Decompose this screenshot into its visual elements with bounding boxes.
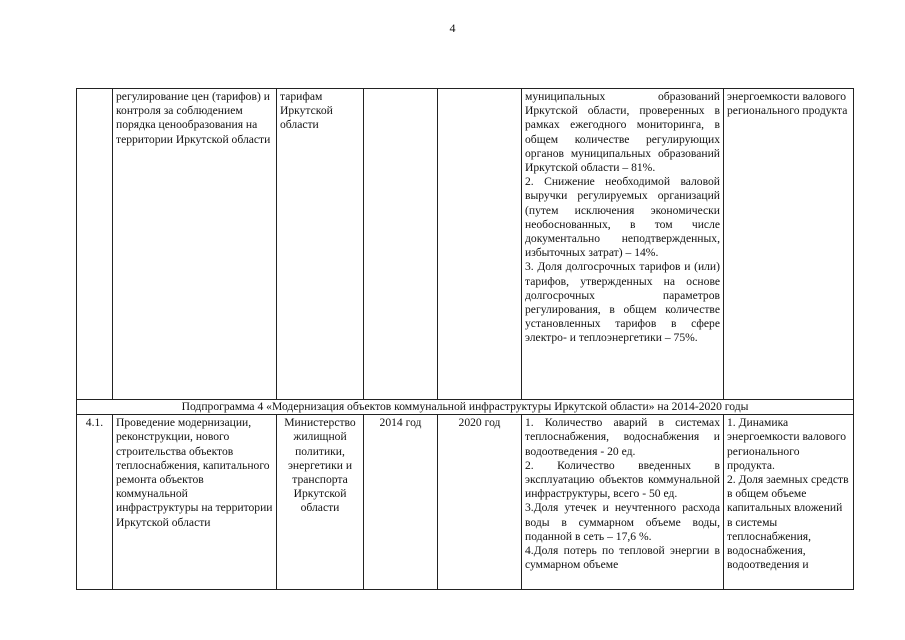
- indicator-paragraph: 1. Динамика энергоемкости валового регионального продукта.: [727, 416, 847, 472]
- result-paragraph: 3. Доля долгосрочных тарифов и (или) тарифов, утвержденных на основе долгосрочных параметров регулирования, в общем количестве установленных тарифов в сфере электро- и теплоэнергетики – 75%.: [525, 260, 720, 345]
- result-paragraph: 2. Количество введенных в эксплуатацию объектов коммунальной инфраструктуры, всего - 50 ед.: [525, 458, 720, 501]
- cell-start: 2014 год: [364, 415, 438, 590]
- cell-num: [77, 89, 113, 400]
- cell-end: [438, 89, 522, 400]
- result-paragraph: 2. Снижение необходимой валовой выручки регулируемых организаций (путем исключения экономически необоснованных, в том числе документально неподтвержденных, избыточных затрат) – 14%.: [525, 175, 720, 260]
- result-paragraph: муниципальных образований Иркутской области, проверенных в рамках ежегодного мониторинга, в общем количестве регулирующих органов муниципальных образований Иркутской области – 81%.: [525, 90, 720, 175]
- result-paragraph: 3.Доля утечек и неучтенного расхода воды в суммарном объеме воды, поданной в сеть – 17,6 %.: [525, 501, 720, 543]
- program-activities-table: [76, 88, 854, 590]
- cell-end: 2020 год: [438, 415, 522, 590]
- indicator-paragraph: 2. Доля заемных средств в общем объеме капитальных вложений в системы теплоснабжения, водоснабжения, водоотведения и: [727, 473, 849, 572]
- cell-expected-results: [522, 89, 724, 400]
- table-row-subprogram-header: [77, 400, 854, 415]
- page-number: 4: [449, 21, 456, 35]
- cell-expected-results: [522, 415, 724, 590]
- result-paragraph: 1. Количество аварий в системах теплоснабжения, водоснабжения и водоотведения - 20 ед.: [525, 416, 720, 458]
- cell-executor: Министерство жилищной политики, энергетики и транспорта Иркутской области: [277, 415, 364, 590]
- cell-activity-name: Проведение модернизации, реконструкции, нового строительства объектов теплоснабжения, капитального ремонта объектов коммунальной инфраструктуры на территории Иркутской области: [113, 415, 277, 590]
- cell-start: [364, 89, 438, 400]
- cell-indicators: [724, 415, 854, 590]
- cell-num: 4.1.: [77, 415, 113, 590]
- result-paragraph: 4.Доля потерь по тепловой энергии в суммарном объеме: [525, 544, 720, 572]
- cell-indicators: энергоемкости валового регионального продукта: [724, 89, 854, 400]
- subprogram-title: Подпрограмма 4 «Модернизация объектов коммунальной инфраструктуры Иркутской области» на 2014-2020 годы: [77, 400, 854, 415]
- table-row-4-1: [77, 415, 854, 590]
- cell-executor: тарифам Иркутской области: [277, 89, 364, 400]
- table-row-continuation: [77, 89, 854, 400]
- cell-activity-name: регулирование цен (тарифов) и контроля за соблюдением порядка ценообразования на территории Иркутской области: [113, 89, 277, 400]
